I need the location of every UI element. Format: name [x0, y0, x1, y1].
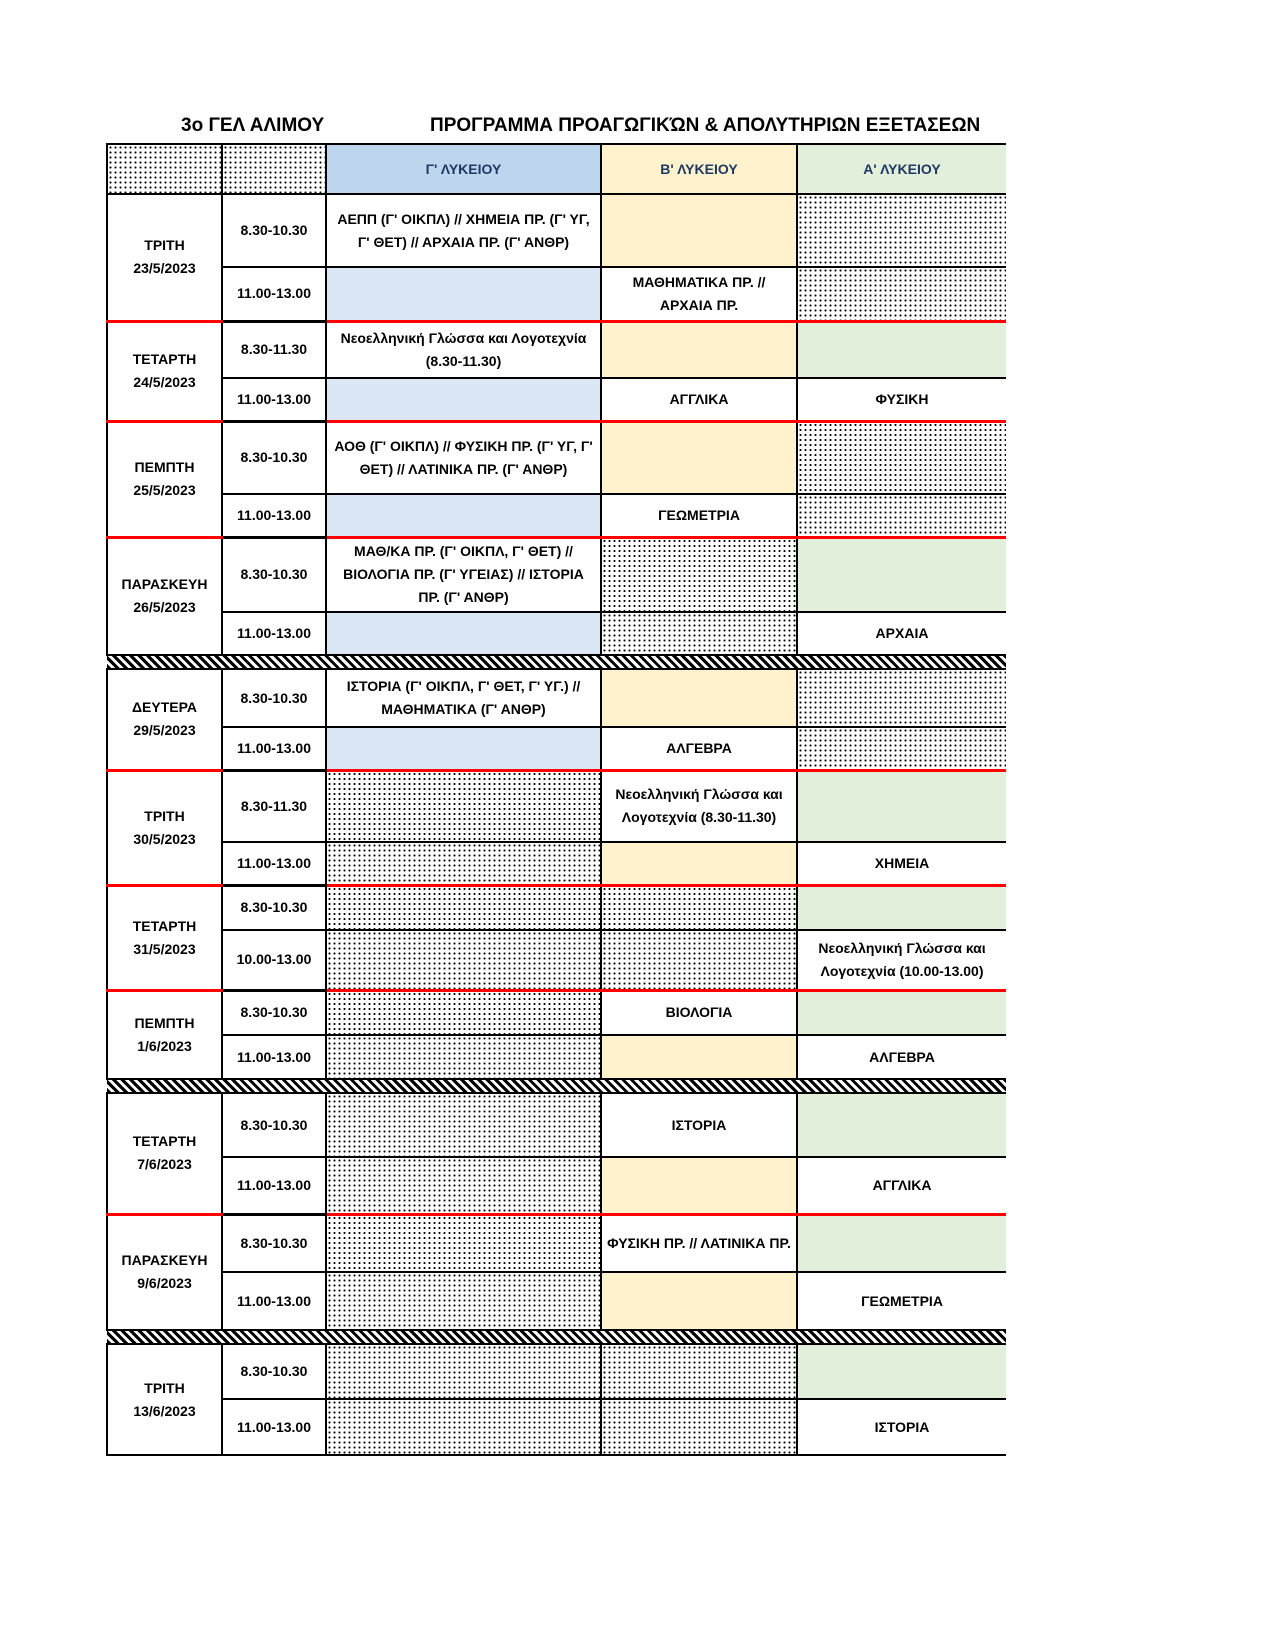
table-row	[107, 1399, 1006, 1455]
table-row	[107, 727, 1006, 770]
c-cell	[326, 842, 601, 885]
week-separator	[107, 655, 1006, 669]
c-cell: Νεοελληνική Γλώσσα και Λογοτεχνία (8.30-11.30)	[326, 321, 601, 378]
header-c-lykeiou: Γ' ΛΥΚΕΙΟΥ	[326, 144, 601, 194]
a-cell	[797, 321, 1006, 378]
school-name: 3ο ΓΕΛ ΑΛΙΜΟΥ	[181, 115, 325, 136]
time-cell: 11.00-13.00	[222, 727, 326, 770]
table-row	[107, 1344, 1006, 1399]
a-cell	[797, 537, 1006, 612]
table-row	[107, 885, 1006, 930]
day-cell: ΤΡΙΤΗ 30/5/2023	[107, 770, 222, 885]
b-cell	[601, 842, 797, 885]
a-cell	[797, 669, 1006, 727]
a-cell	[797, 770, 1006, 842]
time-cell: 8.30-10.30	[222, 1214, 326, 1272]
time-cell: 11.00-13.00	[222, 267, 326, 321]
week-separator	[107, 1330, 1006, 1344]
c-cell	[326, 1399, 601, 1455]
table-row	[107, 612, 1006, 655]
b-cell	[601, 1035, 797, 1079]
page-title: ΠΡΟΓΡΑΜΜΑ ΠΡΟΑΓΩΓΙΚΏΝ & ΑΠΟΛΥΤΗΡΙΩΝ ΕΞΕΤΑΣΕΩΝ	[430, 115, 981, 136]
b-cell: Νεοελληνική Γλώσσα και Λογοτεχνία (8.30-11.30)	[601, 770, 797, 842]
c-cell	[326, 885, 601, 930]
time-cell: 11.00-13.00	[222, 1272, 326, 1330]
b-cell	[601, 930, 797, 990]
time-cell: 11.00-13.00	[222, 1035, 326, 1079]
c-cell	[326, 770, 601, 842]
b-cell	[601, 421, 797, 494]
c-cell	[326, 1035, 601, 1079]
c-cell	[326, 930, 601, 990]
header-day-cell	[107, 144, 222, 194]
time-cell: 11.00-13.00	[222, 494, 326, 537]
day-cell: ΤΕΤΑΡΤΗ 7/6/2023	[107, 1093, 222, 1214]
a-cell	[797, 421, 1006, 494]
b-cell: ΒΙΟΛΟΓΙΑ	[601, 990, 797, 1035]
a-cell: ΑΡΧΑΙΑ	[797, 612, 1006, 655]
c-cell: ΑΟΘ (Γ' ΟΙΚΠΛ) // ΦΥΣΙΚΗ ΠΡ. (Γ' ΥΓ, Γ' ΘΕΤ) // ΛΑΤΙΝΙΚΑ ΠΡ. (Γ' ΑΝΘΡ)	[326, 421, 601, 494]
a-cell	[797, 267, 1006, 321]
day-cell: ΤΕΤΑΡΤΗ 31/5/2023	[107, 885, 222, 990]
a-cell: ΧΗΜΕΙΑ	[797, 842, 1006, 885]
b-cell: ΦΥΣΙΚΗ ΠΡ. // ΛΑΤΙΝΙΚΑ ΠΡ.	[601, 1214, 797, 1272]
b-cell: ΑΛΓΕΒΡΑ	[601, 727, 797, 770]
table-row	[107, 930, 1006, 990]
a-cell	[797, 885, 1006, 930]
c-cell: ΑΕΠΠ (Γ' ΟΙΚΠΛ) // ΧΗΜΕΙΑ ΠΡ. (Γ' ΥΓ, Γ' ΘΕΤ) // ΑΡΧΑΙΑ ΠΡ. (Γ' ΑΝΘΡ)	[326, 194, 601, 267]
table-row	[107, 990, 1006, 1035]
table-row	[107, 669, 1006, 727]
table-row	[107, 421, 1006, 494]
table-row	[107, 1214, 1006, 1272]
table-row	[107, 194, 1006, 267]
header-a-lykeiou: Α' ΛΥΚΕΙΟΥ	[797, 144, 1006, 194]
a-cell	[797, 1214, 1006, 1272]
b-cell	[601, 1399, 797, 1455]
a-cell	[797, 990, 1006, 1035]
time-cell: 11.00-13.00	[222, 842, 326, 885]
day-cell: ΤΕΤΑΡΤΗ 24/5/2023	[107, 321, 222, 421]
c-cell	[326, 727, 601, 770]
c-cell	[326, 494, 601, 537]
table-row	[107, 537, 1006, 612]
time-cell: 10.00-13.00	[222, 930, 326, 990]
c-cell: ΜΑΘ/ΚΑ ΠΡ. (Γ' ΟΙΚΠΛ, Γ' ΘΕΤ) // ΒΙΟΛΟΓΙΑ ΠΡ. (Γ' ΥΓΕΙΑΣ) // ΙΣΤΟΡΙΑ ΠΡ. (Γ' ΑΝΘΡ)	[326, 537, 601, 612]
a-cell: ΙΣΤΟΡΙΑ	[797, 1399, 1006, 1455]
table-row	[107, 842, 1006, 885]
time-cell: 8.30-10.30	[222, 1344, 326, 1399]
a-cell	[797, 194, 1006, 267]
table-row	[107, 770, 1006, 842]
time-cell: 8.30-11.30	[222, 770, 326, 842]
exam-schedule-table	[106, 143, 1006, 1456]
c-cell	[326, 267, 601, 321]
b-cell	[601, 321, 797, 378]
b-cell: ΜΑΘΗΜΑΤΙΚΑ ΠΡ. // ΑΡΧΑΙΑ ΠΡ.	[601, 267, 797, 321]
table-row	[107, 1093, 1006, 1157]
c-cell: ΙΣΤΟΡΙΑ (Γ' ΟΙΚΠΛ, Γ' ΘΕΤ, Γ' ΥΓ.) // ΜΑΘΗΜΑΤΙΚΑ (Γ' ΑΝΘΡ)	[326, 669, 601, 727]
day-cell: ΔΕΥΤΕΡΑ 29/5/2023	[107, 669, 222, 770]
table-row	[107, 1035, 1006, 1079]
time-cell: 8.30-10.30	[222, 421, 326, 494]
c-cell	[326, 1093, 601, 1157]
day-cell: ΠΕΜΠΤΗ 1/6/2023	[107, 990, 222, 1079]
b-cell	[601, 1344, 797, 1399]
day-cell: ΤΡΙΤΗ 23/5/2023	[107, 194, 222, 321]
a-cell: ΑΓΓΛΙΚΑ	[797, 1157, 1006, 1214]
time-cell: 11.00-13.00	[222, 1157, 326, 1214]
header-b-lykeiou: Β' ΛΥΚΕΙΟΥ	[601, 144, 797, 194]
time-cell: 11.00-13.00	[222, 1399, 326, 1455]
table-row	[107, 378, 1006, 421]
b-cell	[601, 669, 797, 727]
a-cell	[797, 727, 1006, 770]
header-time-cell	[222, 144, 326, 194]
b-cell	[601, 194, 797, 267]
time-cell: 8.30-10.30	[222, 885, 326, 930]
a-cell	[797, 494, 1006, 537]
b-cell	[601, 885, 797, 930]
day-cell: ΠΑΡΑΣΚΕΥΗ 9/6/2023	[107, 1214, 222, 1330]
table-row	[107, 1272, 1006, 1330]
week-separator	[107, 1079, 1006, 1093]
table-row	[107, 1157, 1006, 1214]
a-cell	[797, 1093, 1006, 1157]
c-cell	[326, 1344, 601, 1399]
b-cell	[601, 1157, 797, 1214]
time-cell: 8.30-10.30	[222, 1093, 326, 1157]
day-cell: ΠΕΜΠΤΗ 25/5/2023	[107, 421, 222, 537]
b-cell	[601, 537, 797, 612]
time-cell: 8.30-10.30	[222, 194, 326, 267]
c-cell	[326, 378, 601, 421]
a-cell: ΓΕΩΜΕΤΡΙΑ	[797, 1272, 1006, 1330]
b-cell: ΓΕΩΜΕΤΡΙΑ	[601, 494, 797, 537]
time-cell: 8.30-10.30	[222, 990, 326, 1035]
c-cell	[326, 1157, 601, 1214]
time-cell: 8.30-10.30	[222, 669, 326, 727]
b-cell: ΑΓΓΛΙΚΑ	[601, 378, 797, 421]
c-cell	[326, 1272, 601, 1330]
b-cell	[601, 612, 797, 655]
c-cell	[326, 1214, 601, 1272]
time-cell: 11.00-13.00	[222, 378, 326, 421]
b-cell: ΙΣΤΟΡΙΑ	[601, 1093, 797, 1157]
table-row	[107, 267, 1006, 321]
a-cell: ΑΛΓΕΒΡΑ	[797, 1035, 1006, 1079]
time-cell: 8.30-10.30	[222, 537, 326, 612]
a-cell: ΦΥΣΙΚΗ	[797, 378, 1006, 421]
c-cell	[326, 990, 601, 1035]
b-cell	[601, 1272, 797, 1330]
time-cell: 11.00-13.00	[222, 612, 326, 655]
day-cell: ΤΡΙΤΗ 13/6/2023	[107, 1344, 222, 1455]
table-row	[107, 321, 1006, 378]
a-cell: Νεοελληνική Γλώσσα και Λογοτεχνία (10.00-13.00)	[797, 930, 1006, 990]
c-cell	[326, 612, 601, 655]
day-cell: ΠΑΡΑΣΚΕΥΗ 26/5/2023	[107, 537, 222, 655]
table-row	[107, 494, 1006, 537]
time-cell: 8.30-11.30	[222, 321, 326, 378]
header-row	[107, 144, 1006, 194]
a-cell	[797, 1344, 1006, 1399]
